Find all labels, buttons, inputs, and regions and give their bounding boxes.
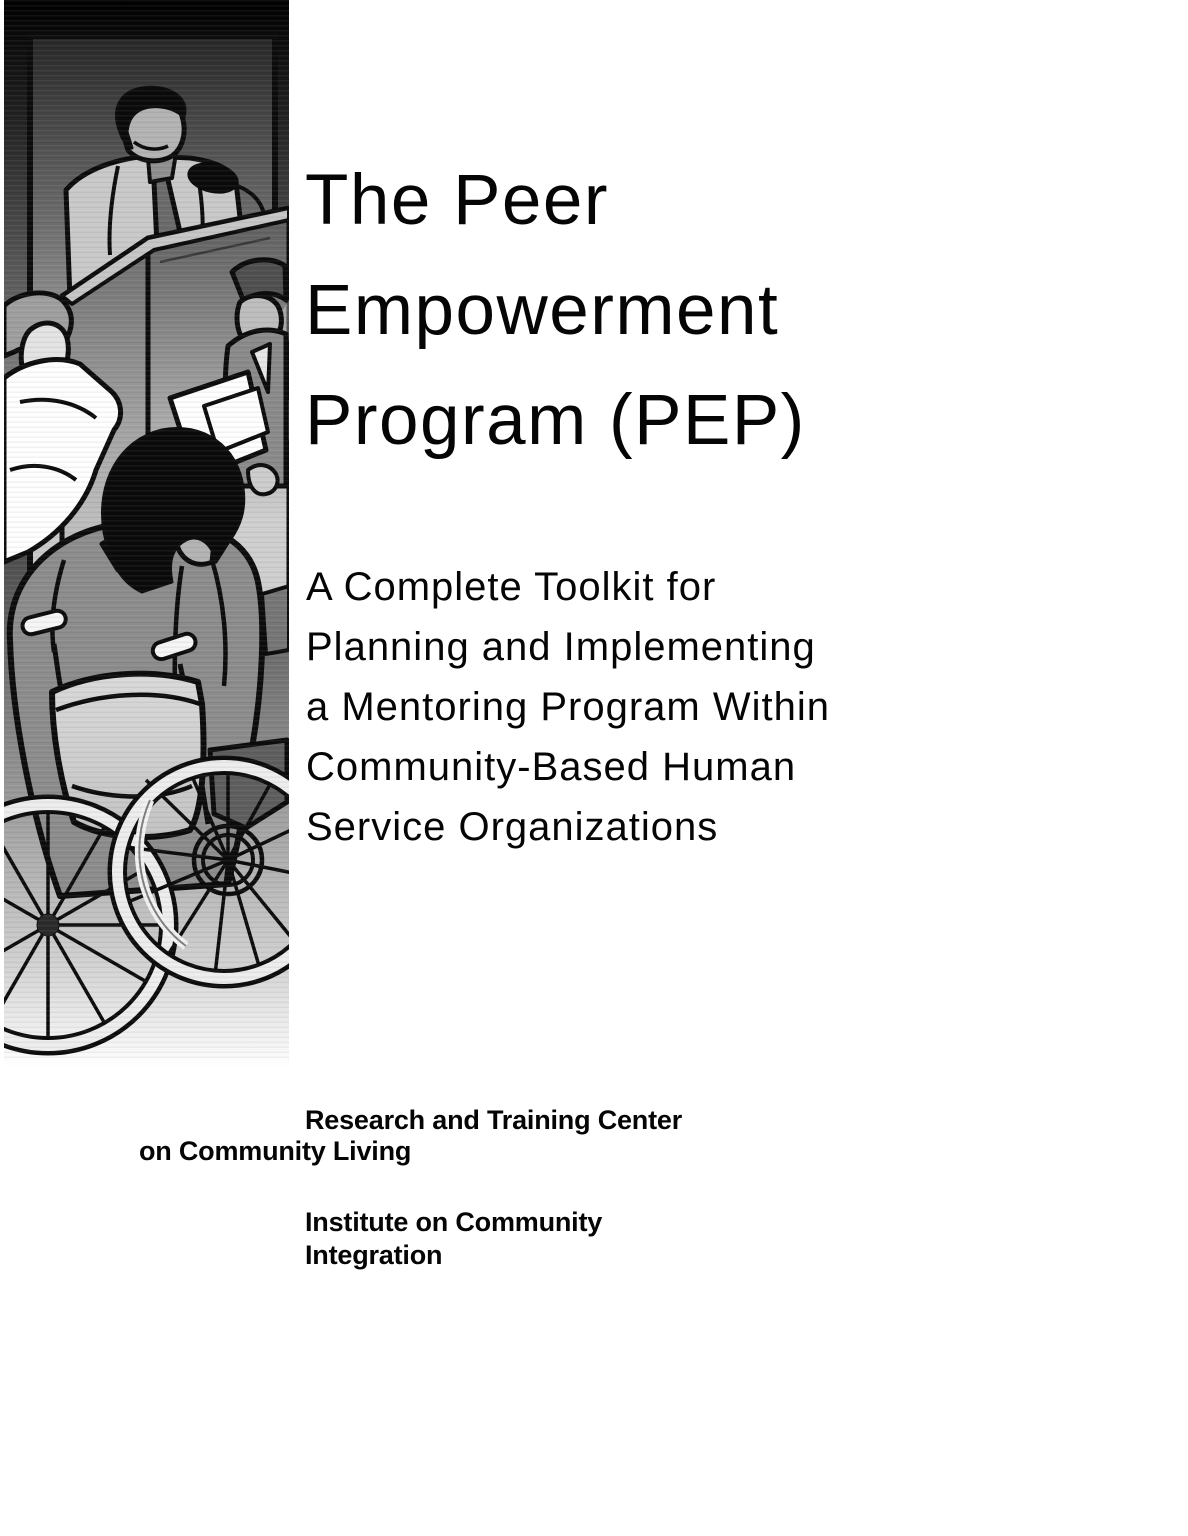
title-line-2: Empowerment — [305, 271, 780, 350]
credit-org1-line-1: Research and Training Center — [305, 1105, 683, 1135]
credit-org2-line-2: Integration — [305, 1240, 443, 1270]
subtitle-line-3: a Mentoring Program Within — [306, 685, 830, 729]
audience-right-hand — [248, 465, 278, 494]
credit-org2-line-1: Institute on Community — [305, 1207, 603, 1237]
document-subtitle — [306, 557, 830, 857]
cover-illustration — [4, 0, 289, 1200]
subtitle-line-2: Planning and Implementing — [306, 625, 816, 669]
wheelchair-armrest — [262, 586, 289, 654]
subtitle-line-1: A Complete Toolkit for — [306, 565, 717, 609]
credit-org1-line-2: on Community Living — [139, 1136, 412, 1166]
subtitle-line-5: Service Organizations — [306, 805, 719, 849]
title-line-3: Program (PEP) — [305, 381, 806, 460]
title-line-1: The Peer — [305, 161, 610, 240]
document-title — [305, 146, 806, 476]
subtitle-line-4: Community-Based Human — [306, 745, 797, 789]
cover-illustration-drawing — [4, 0, 289, 1200]
